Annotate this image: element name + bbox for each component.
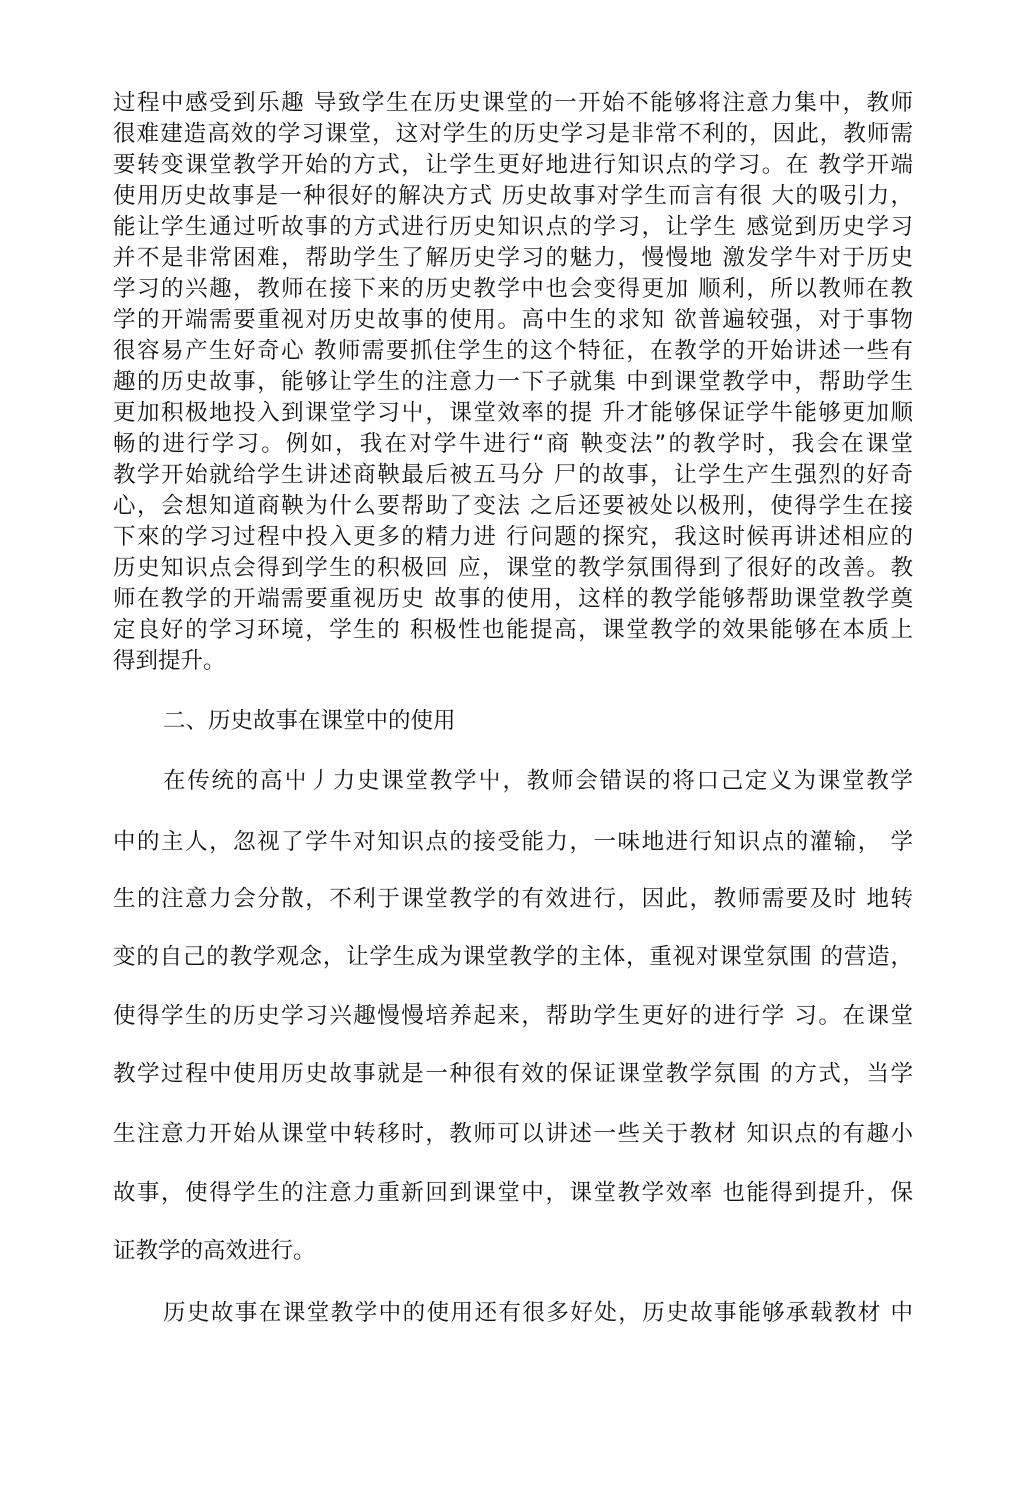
paragraph-line: 很容易产生好奇心 教师需要抓住学生的这个特征，在教学的开始讲述一些有	[113, 338, 913, 364]
paragraph-line: 畅的进行学习。例如，我在对学牛进行“商 鞅变法”的教学时，我会在课堂	[113, 431, 913, 457]
paragraph-line: 师在教学的开端需要重视历史 故事的使用，这样的教学能够帮助课堂教学奠	[113, 586, 913, 612]
paragraph-line: 在传统的高屮丿力史课堂教学屮，教师会错误的将口己定义为课堂教学	[163, 768, 913, 794]
paragraph-line: 要转变课堂教学开始的方式，让学生更好地进行知识点的学习。在 教学开端	[113, 152, 913, 178]
paragraph-line: 趣的历史故事，能够让学生的注意力一下子就集 中到课堂教学中，帮助学生	[113, 369, 913, 395]
paragraph-line: 下來的学习过程中投入更多的精力进 行问题的探究，我这时候再讲述相应的	[113, 524, 913, 550]
paragraph-line: 历史故事在课堂教学中的使用还有很多好处，历史故事能够承载教材 中	[163, 1300, 913, 1326]
paragraph-line: 历史知识点会得到学生的积极回 应，课堂的教学氛围得到了很好的改善。教	[113, 555, 913, 581]
paragraph-line: 变的自己的教学观念，让学生成为课堂教学的主体，重视对课堂氛围 的营造，	[113, 944, 913, 970]
paragraph-line: 学习的兴趣，教师在接下来的历史教学中也会变得更加 顺利，所以教师在教	[113, 276, 913, 302]
paragraph-line: 故事，使得学生的注意力重新回到课堂中，课堂教学效率 也能得到提升，保	[113, 1180, 913, 1206]
paragraph-line: 并不是非常困难，帮助学生了解历史学习的魅力，慢慢地 激发学牛对于历史	[113, 245, 913, 271]
paragraph-line: 生注意力开始从课堂中转移时，教师可以讲述一些关于教材 知识点的有趣小	[113, 1121, 913, 1147]
paragraph-line: 更加积极地投入到课堂学习屮，课堂效率的提 升才能够保证学牛能够更加顺	[113, 400, 913, 426]
paragraph-line: 使得学生的历史学习兴趣慢慢培养起来，帮助学生更好的进行学 习。在课堂	[113, 1003, 913, 1029]
paragraph-line: 使用历史故事是一种很好的解决方式 历史故事对学生而言有很 大的吸引力，	[113, 183, 913, 209]
paragraph-line: 生的注意力会分散，不利于课堂教学的有效进行，因此，教师需要及时 地转	[113, 886, 913, 912]
paragraph-line: 证教学的高效进行。	[113, 1238, 316, 1264]
paragraph-line: 能让学生通过听故事的方式进行历史知识点的学习，让学生 感觉到历史学习	[113, 214, 913, 240]
paragraph-line: 中的主人，忽视了学牛对知识点的接受能力，一味地进行知识点的灌输， 学	[113, 829, 913, 855]
paragraph-line: 得到提升。	[113, 648, 226, 674]
section-heading: 二、历史故事在课堂中的使用	[163, 708, 456, 734]
paragraph-line: 教学开始就给学生讲述商鞅最后被五马分 尸的故事，让学生产生强烈的好奇	[113, 462, 913, 488]
paragraph-line: 教学过程中使用历史故事就是一种很有效的保证课堂教学氛围 的方式，当学	[113, 1061, 913, 1087]
paragraph-line: 过程中感受到乐趣 导致学生在历史课堂的一开始不能够将注意力集中，教师	[113, 90, 913, 116]
paragraph-line: 学的开端需要重视对历史故事的使用。高中生的求知 欲普遍较强，对于事物	[113, 307, 913, 333]
paragraph-line: 心，会想知道商鞅为什么要帮助了变法 之后还要被处以极刑，使得学生在接	[113, 493, 913, 519]
paragraph-line: 定良好的学习环境，学生的 积极性也能提高，课堂教学的效果能够在本质上	[113, 617, 913, 643]
paragraph-line: 很难建造高效的学习课堂，这对学生的历史学习是非常不利的，因此，教师需	[113, 121, 913, 147]
